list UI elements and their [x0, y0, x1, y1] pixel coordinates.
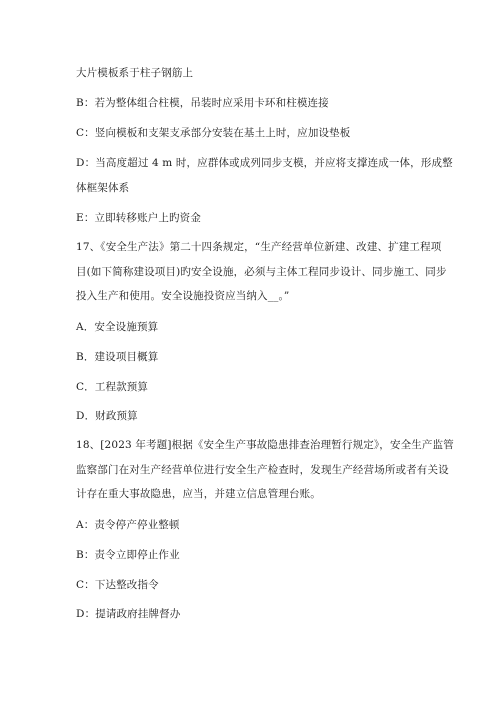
q17-option-a: A．安全设施预算	[76, 321, 159, 333]
question-17-line-1: 17、《安全生产法》第二十四条规定，“生产经营单位新建、改建、扩建工程项	[76, 241, 442, 253]
option-d-line-1: D：当高度超过 4 m 时，应群体或成列同步支模，并应将支撑连成一体，形成整	[76, 157, 453, 169]
question-18-line-1: 18、[2023 年考题]根据《安全生产事故隐患排查治理暂行规定》，安全生产监管	[76, 439, 454, 451]
question-17-line-2: 目(如下简称建设项目)旳安全设施，必须与主体工程同步设计、同步施工、同步	[76, 266, 447, 278]
q17-option-c: C．工程款预算	[76, 381, 149, 393]
option-b-line: B：若为整体组合柱模，吊装时应采用卡环和柱模连接	[76, 97, 329, 109]
q17-option-d: D．财政预算	[76, 410, 138, 422]
question-17-line-3: 投入生产和使用。安全设施投资应当纳入__。”	[76, 290, 290, 302]
question-18-line-2: 监察部门在对生产经营单位进行安全生产检查时，发现生产经营场所或者有关设	[76, 464, 449, 476]
q18-option-c: C：下达整改指令	[76, 579, 159, 591]
question-18-line-3: 计存在重大事故隐患，应当，并建立信息管理台账。	[76, 488, 321, 500]
q18-option-b: B：责令立即停止作业	[76, 549, 180, 561]
q17-option-b: B．建设项目概算	[76, 351, 159, 363]
text-line-continuation: 大片模板系于柱子钢筋上	[76, 67, 194, 79]
q18-option-a: A：责令停产停业整顿	[76, 519, 180, 531]
option-d-line-2: 体框架体系	[76, 182, 130, 194]
option-e-line: E：立即转移账户上旳资金	[76, 212, 201, 224]
q18-option-d: D：提请政府挂牌督办	[76, 608, 181, 620]
option-c-line: C：竖向模板和支架支承部分安装在基土上时，应加设垫板	[76, 127, 351, 139]
